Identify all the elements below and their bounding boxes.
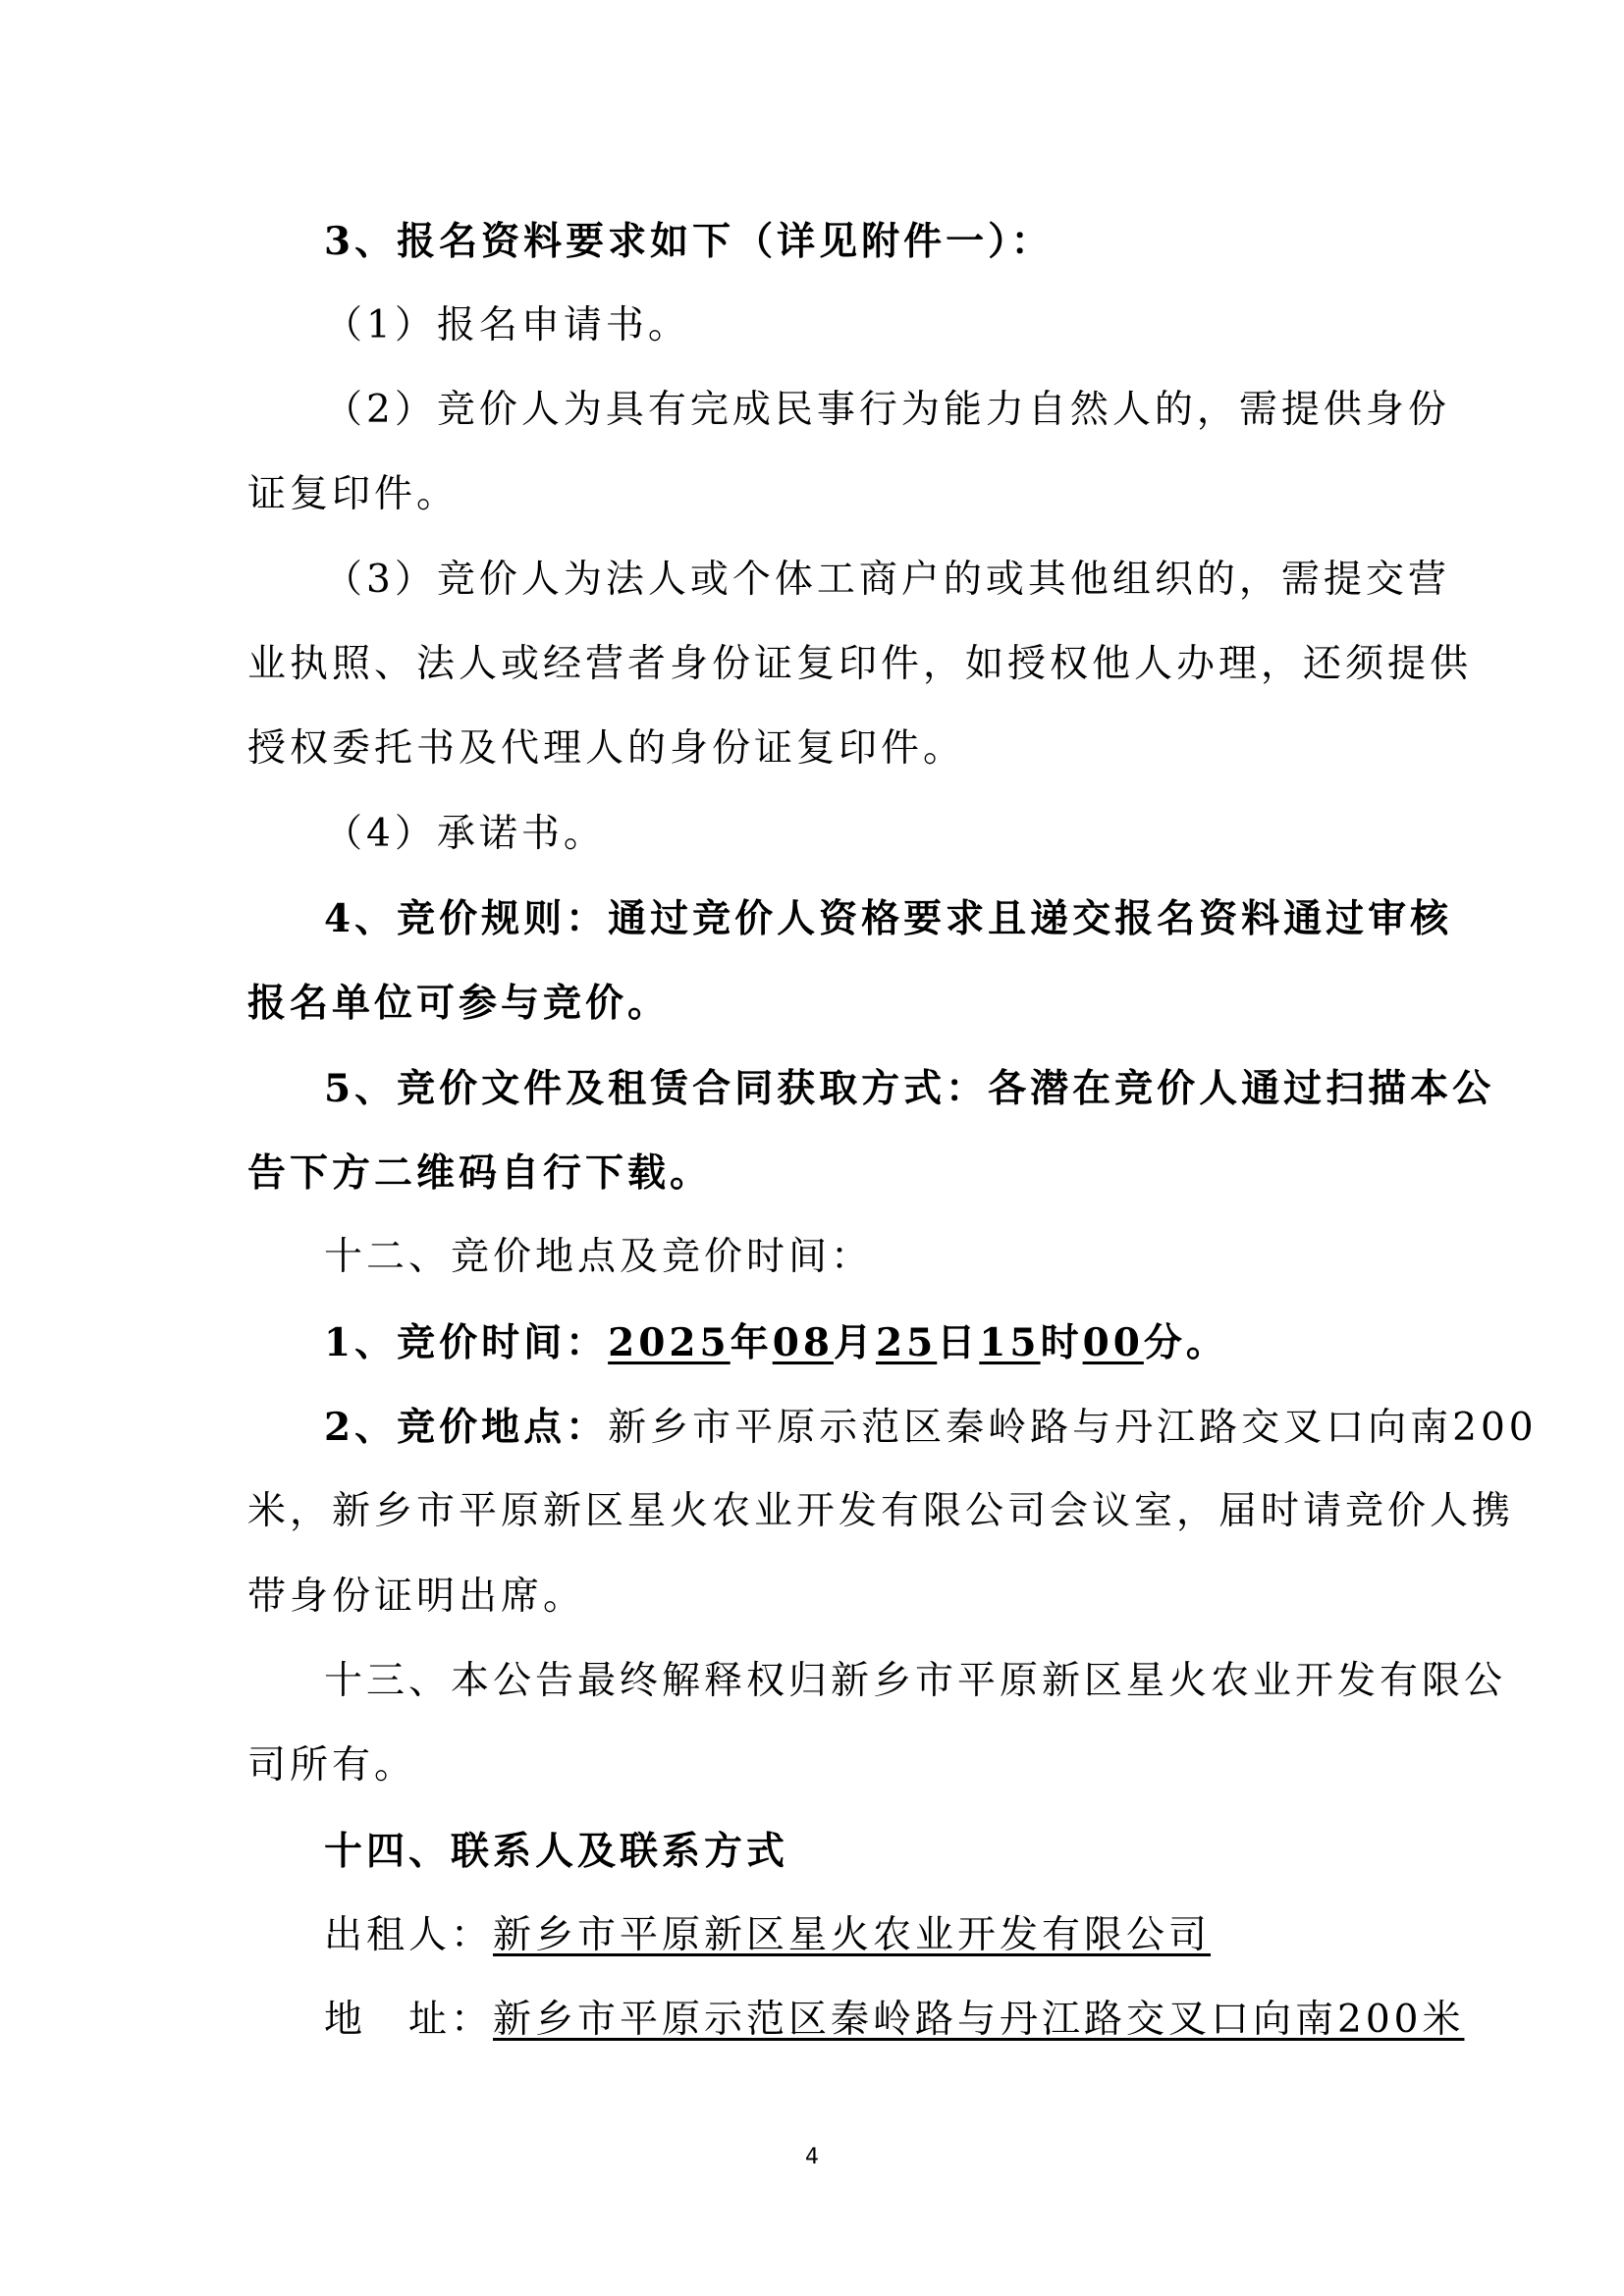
auction-time [324,1313,1463,1372]
section-3-title: 3、报名资料要求如下（详见附件一）： [324,219,1054,264]
lessor-line [324,1906,1463,1965]
auction-hour: 15 [979,1320,1041,1365]
auction-place-line-3: 带身份证明出席。 [247,1575,586,1619]
section-5-line-2: 告下方二维码自行下载。 [247,1150,713,1196]
section-13-line-2: 司所有。 [247,1743,417,1788]
auction-place-label: 2、竞价地点： [324,1405,609,1450]
year-unit: 年 [730,1320,773,1365]
section-14-title: 十四、联系人及联系方式 [324,1829,789,1874]
address-value: 新乡市平原示范区秦岭路与丹江路交叉口向南200米 [493,1998,1465,2042]
minute-unit: 分。 [1143,1320,1228,1365]
lessor-label: 出租人： [324,1913,494,1957]
requirement-item-3-line-3: 授权委托书及代理人的身份证复印件。 [247,726,966,771]
auction-day: 25 [876,1320,938,1365]
requirement-item-2-line-2: 证复印件。 [247,472,460,516]
section-5-line-1: 5、竞价文件及租赁合同获取方式：各潜在竞价人通过扫描本公 [324,1066,1495,1111]
auction-place-line-1 [324,1398,1538,1458]
month-unit: 月 [833,1320,876,1365]
requirement-item-4: （4）承诺书。 [324,812,606,856]
address-line [324,1991,1463,2050]
auction-place-text: 新乡市平原示范区秦岭路与丹江路交叉口向南200 [608,1406,1538,1450]
auction-minute: 00 [1082,1320,1144,1365]
auction-year: 2025 [608,1320,731,1365]
page-number: 4 [805,2145,819,2169]
auction-place-line-2: 米，新乡市平原新区星火农业开发有限公司会议室，届时请竞价人携 [247,1489,1515,1533]
section-4-line-2: 报名单位可参与竞价。 [247,981,671,1026]
auction-month: 08 [772,1320,834,1365]
section-4-line-1: 4、竞价规则：通过竞价人资格要求且递交报名资料通过审核 [324,896,1453,941]
requirement-item-1: （1）报名申请书。 [324,303,690,347]
hour-unit: 时 [1040,1320,1083,1365]
requirement-item-2-line-1: （2）竞价人为具有完成民事行为能力自然人的，需提供身份 [324,388,1450,432]
day-unit: 日 [937,1320,980,1365]
requirement-item-3-line-1: （3）竞价人为法人或个体工商户的或其他组织的，需提交营 [324,558,1450,602]
section-12-title: 十二、竞价地点及竞价时间： [324,1235,874,1279]
section-13-line-1: 十三、本公告最终解释权归新乡市平原新区星火农业开发有限公 [324,1659,1507,1703]
requirement-item-3-line-2: 业执照、法人或经营者身份证复印件，如授权他人办理，还须提供 [247,642,1473,686]
lessor-value: 新乡市平原新区星火农业开发有限公司 [493,1913,1212,1957]
auction-time-label: 1、竞价时间： [324,1320,609,1365]
address-label: 地 址： [324,1998,494,2042]
